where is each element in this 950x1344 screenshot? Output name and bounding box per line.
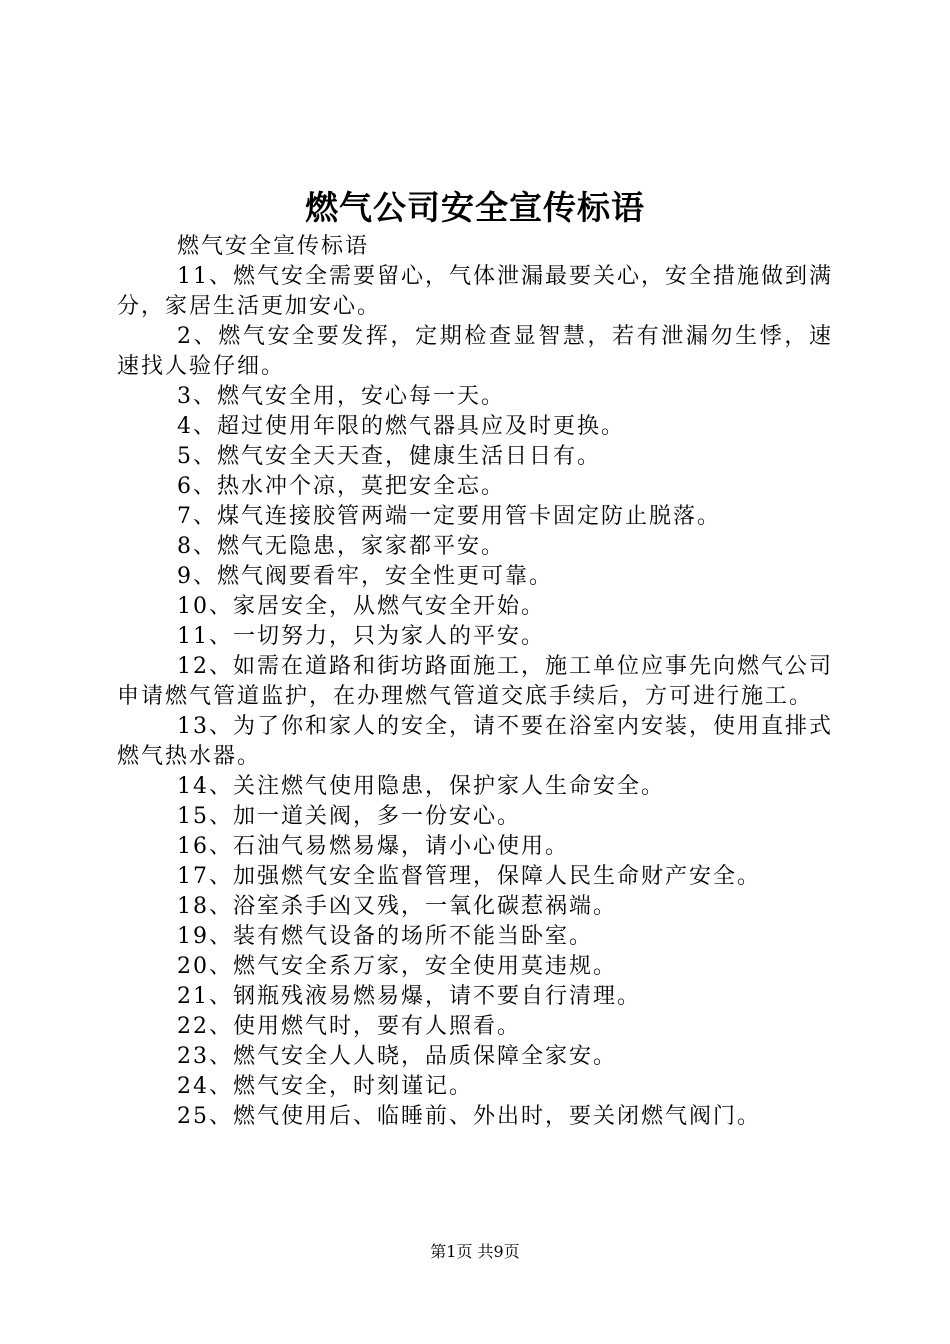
- slogan-paragraph: 18、浴室杀手凶又残，一氧化碳惹祸端。: [177, 894, 617, 919]
- slogan-paragraph: 5、燃气安全天天查，健康生活日日有。: [177, 444, 601, 469]
- slogan-paragraph: 19、装有燃气设备的场所不能当卧室。: [177, 924, 593, 949]
- slogan-paragraph: 14、关注燃气使用隐患，保护家人生命安全。: [177, 774, 665, 799]
- slogan-paragraph: 13、为了你和家人的安全，请不要在浴室内安装，使用直排式燃气热水器。: [117, 714, 833, 769]
- document-body: [117, 232, 833, 1132]
- slogan-paragraph: 16、石油气易燃易爆，请小心使用。: [177, 834, 569, 859]
- slogan-paragraph: 11、一切努力，只为家人的平安。: [177, 624, 545, 649]
- slogan-paragraph: 15、加一道关阀，多一份安心。: [177, 804, 521, 829]
- slogan-paragraph: 10、家居安全，从燃气安全开始。: [177, 594, 545, 619]
- slogan-paragraph: 4、超过使用年限的燃气器具应及时更换。: [177, 414, 625, 439]
- slogan-paragraph: 23、燃气安全人人晓，品质保障全家安。: [177, 1044, 617, 1069]
- slogan-paragraph: 11、燃气安全需要留心，气体泄漏最要关心，安全措施做到满分，家居生活更加安心。: [117, 264, 833, 319]
- slogan-paragraph: 17、加强燃气安全监督管理，保障人民生命财产安全。: [177, 864, 761, 889]
- slogan-paragraph: 25、燃气使用后、临睡前、外出时，要关闭燃气阀门。: [177, 1104, 761, 1129]
- slogan-paragraph: 12、如需在道路和街坊路面施工，施工单位应事先向燃气公司申请燃气管道监护，在办理燃气管道交底手续后，方可进行施工。: [117, 654, 833, 709]
- slogan-paragraph: 2、燃气安全要发挥，定期检查显智慧，若有泄漏勿生悸，速速找人验仔细。: [117, 324, 833, 379]
- subtitle-paragraph: 燃气安全宣传标语: [177, 234, 370, 259]
- slogan-paragraph: 7、煤气连接胶管两端一定要用管卡固定防止脱落。: [177, 504, 721, 529]
- slogan-paragraph: 3、燃气安全用，安心每一天。: [177, 384, 505, 409]
- page-indicator: 第1页 共9页: [430, 1242, 520, 1261]
- slogan-paragraph: 6、热水冲个凉，莫把安全忘。: [177, 474, 505, 499]
- slogan-paragraph: 21、钢瓶残液易燃易爆，请不要自行清理。: [177, 984, 641, 1009]
- slogan-paragraph: 24、燃气安全，时刻谨记。: [177, 1074, 473, 1099]
- slogan-paragraph: 20、燃气安全系万家，安全使用莫违规。: [177, 954, 617, 979]
- slogan-paragraph: 8、燃气无隐患，家家都平安。: [177, 534, 505, 559]
- document-title: 燃气公司安全宣传标语: [305, 188, 645, 227]
- slogan-paragraph: 9、燃气阀要看牢，安全性更可靠。: [177, 564, 553, 589]
- slogan-paragraph: 22、使用燃气时，要有人照看。: [177, 1014, 521, 1039]
